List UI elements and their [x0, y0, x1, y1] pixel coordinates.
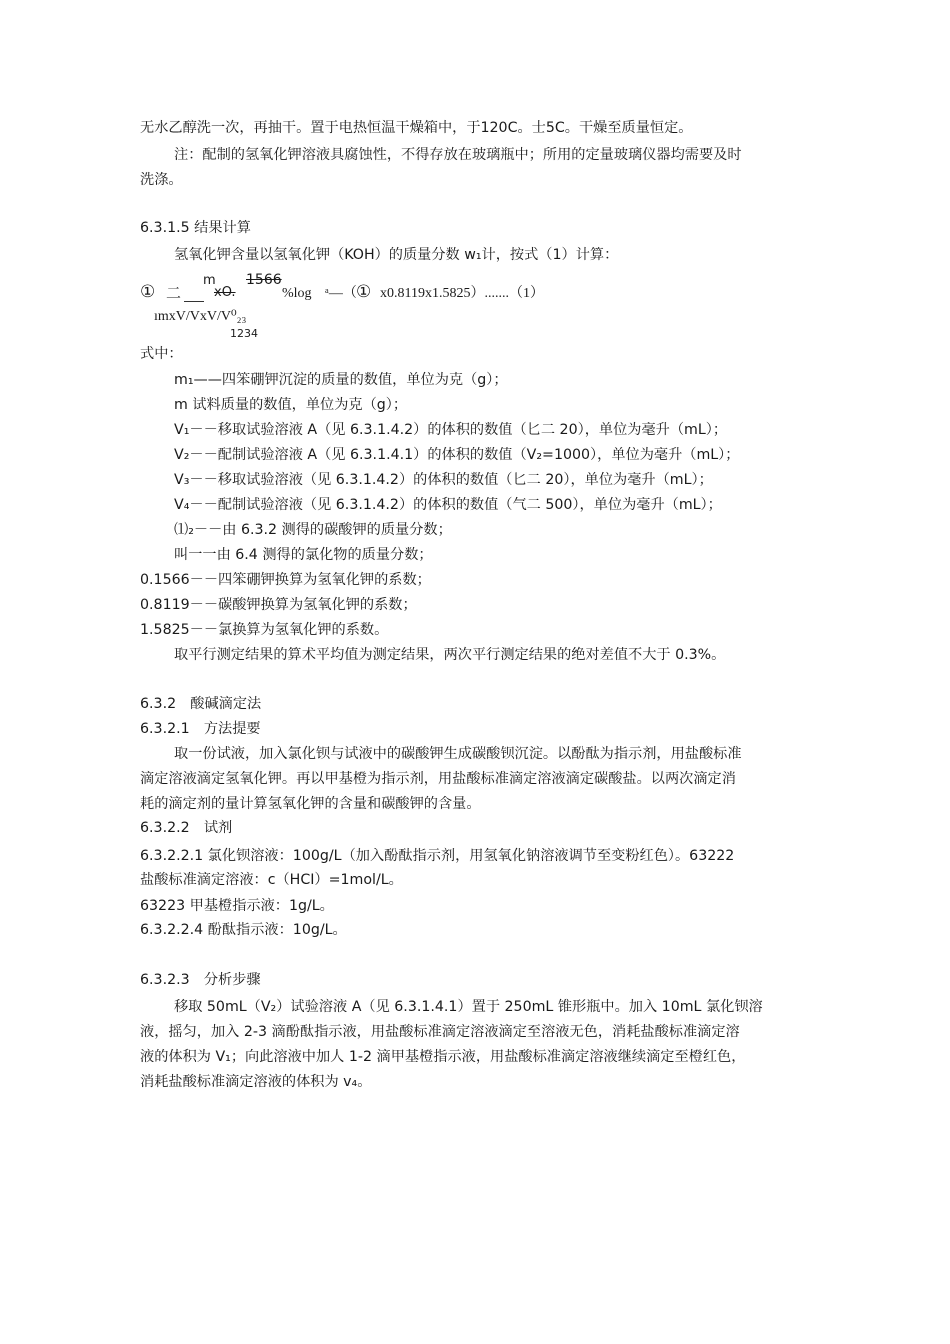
definition-item: V₃－－移取试验溶液（见 6.3.1.4.2）的体积的数值（匕二 20），单位为毫升（mL）；: [174, 472, 713, 488]
formula-log: %log: [282, 286, 312, 301]
coefficient-item: 0.8119－－碳酸钾换算为氢氧化钾的系数；: [140, 597, 417, 613]
note-line: 注：配制的氢氧化钾溶液具腐蚀性，不得存放在玻璃瓶中；所用的定量玻璃仪器均需要及时: [174, 147, 742, 163]
circled-one-2: ①: [356, 282, 372, 302]
subsection-heading-6322: 6.3.2.2 试剂: [140, 820, 233, 836]
definition-item: m₁——四笨硼钾沉淀的质量的数值，单位为克（g）；: [174, 372, 508, 388]
formula-xo: xO.: [214, 285, 236, 300]
paragraph-line: 耗的滴定剂的量计算氢氧化钾的含量和碳酸钾的含量。: [140, 796, 481, 812]
calc-intro: 氢氧化钾含量以氢氧化钾（KOH）的质量分数 w₁计，按式（1）计算：: [174, 247, 619, 263]
formula-subscripts: 1234: [230, 327, 258, 340]
paragraph-line: 取一份试液，加入氯化钡与试液中的碳酸钾生成碳酸钡沉淀。以酚酞为指示剂，用盐酸标准: [174, 746, 742, 762]
formula-coefficients: x0.8119x1.5825）.......（1）: [380, 286, 544, 301]
definition-item: ⑴₂－－由 6.3.2 测得的碳酸钾的质量分数；: [174, 522, 452, 538]
definition-item: 叫一一由 6.4 测得的氯化物的质量分数；: [174, 547, 433, 563]
formula-underline: [184, 301, 204, 302]
where-label: 式中：: [140, 346, 183, 362]
formula-m: m: [203, 273, 216, 288]
intro-line: 无水乙醇洗一次，再抽干。置于电热恒温干燥箱中，于120C。士5C。干燥至质量恒定。: [140, 120, 693, 136]
paragraph-line: 滴定溶液滴定氢氧化钾。再以甲基橙为指示剂，用盐酸标准滴定溶液滴定碳酸盐。以两次滴定消: [140, 771, 736, 787]
formula-denominator: ımxV/VxV/V⁰₂₃: [154, 309, 247, 324]
reagent-line: 6.3.2.2.4 酚酞指示液：10g/L。: [140, 922, 347, 938]
note-line-continued: 洗涤。: [140, 172, 183, 188]
paragraph-line: 液的体积为 V₁；向此溶液中加人 1-2 滴甲基橙指示液，用盐酸标准滴定溶液继续滴定至橙红色，: [140, 1049, 746, 1065]
coefficient-item: 1.5825－－氯换算为氢氧化钾的系数。: [140, 622, 389, 638]
subsection-heading-6323: 6.3.2.3 分析步骤: [140, 972, 261, 988]
definition-item: V₁－－移取试验溶液 A（见 6.3.1.4.2）的体积的数值（匕二 20），单位为毫升（mL）；: [174, 422, 728, 438]
definition-item: V₂－－配制试验溶液 A（见 6.3.1.4.1）的体积的数值（V₂=1000），单位为毫升（mL）；: [174, 447, 740, 463]
section-heading-632: 6.3.2 酸碱滴定法: [140, 696, 262, 712]
formula-numerator: 1566: [246, 272, 282, 288]
result-statement: 取平行测定结果的算术平均值为测定结果，两次平行测定结果的绝对差值不大于 0.3%。: [174, 647, 726, 663]
reagent-line: 盐酸标准滴定溶液：c（HCI）=1mol/L。: [140, 872, 403, 888]
definition-item: m 试料质量的数值，单位为克（g）；: [174, 397, 408, 413]
paragraph-line: 液，摇匀，加入 2-3 滴酚酞指示液，用盐酸标准滴定溶液滴定至溶液无色，消耗盐酸标准滴定溶: [140, 1024, 740, 1040]
subsection-heading-6321: 6.3.2.1 方法提要: [140, 721, 261, 737]
coefficient-item: 0.1566－－四笨硼钾换算为氢氧化钾的系数；: [140, 572, 431, 588]
section-heading-6315: 6.3.1.5 结果计算: [140, 220, 251, 236]
reagent-line: 63223 甲基橙指示液：1g/L。: [140, 898, 334, 914]
definition-item: V₄－－配制试验溶液（见 6.3.1.4.2）的体积的数值（气二 500），单位为毫升（mL）；: [174, 497, 722, 513]
formula-dash: ᵃ—（: [325, 286, 357, 301]
paragraph-line: 移取 50mL（V₂）试验溶液 A（见 6.3.1.4.1）置于 250mL 锥形瓶中。加入 10mL 氯化钡溶: [174, 999, 763, 1015]
reagent-line: 6.3.2.2.1 氯化钡溶液：100g/L（加入酚酞指示剂，用氢氧化钠溶液调节至变粉红色）。63222: [140, 848, 735, 864]
formula-eq: 二: [166, 286, 182, 302]
paragraph-line: 消耗盐酸标准滴定溶液的体积为 v₄。: [140, 1074, 372, 1090]
circled-one: ①: [140, 282, 156, 302]
